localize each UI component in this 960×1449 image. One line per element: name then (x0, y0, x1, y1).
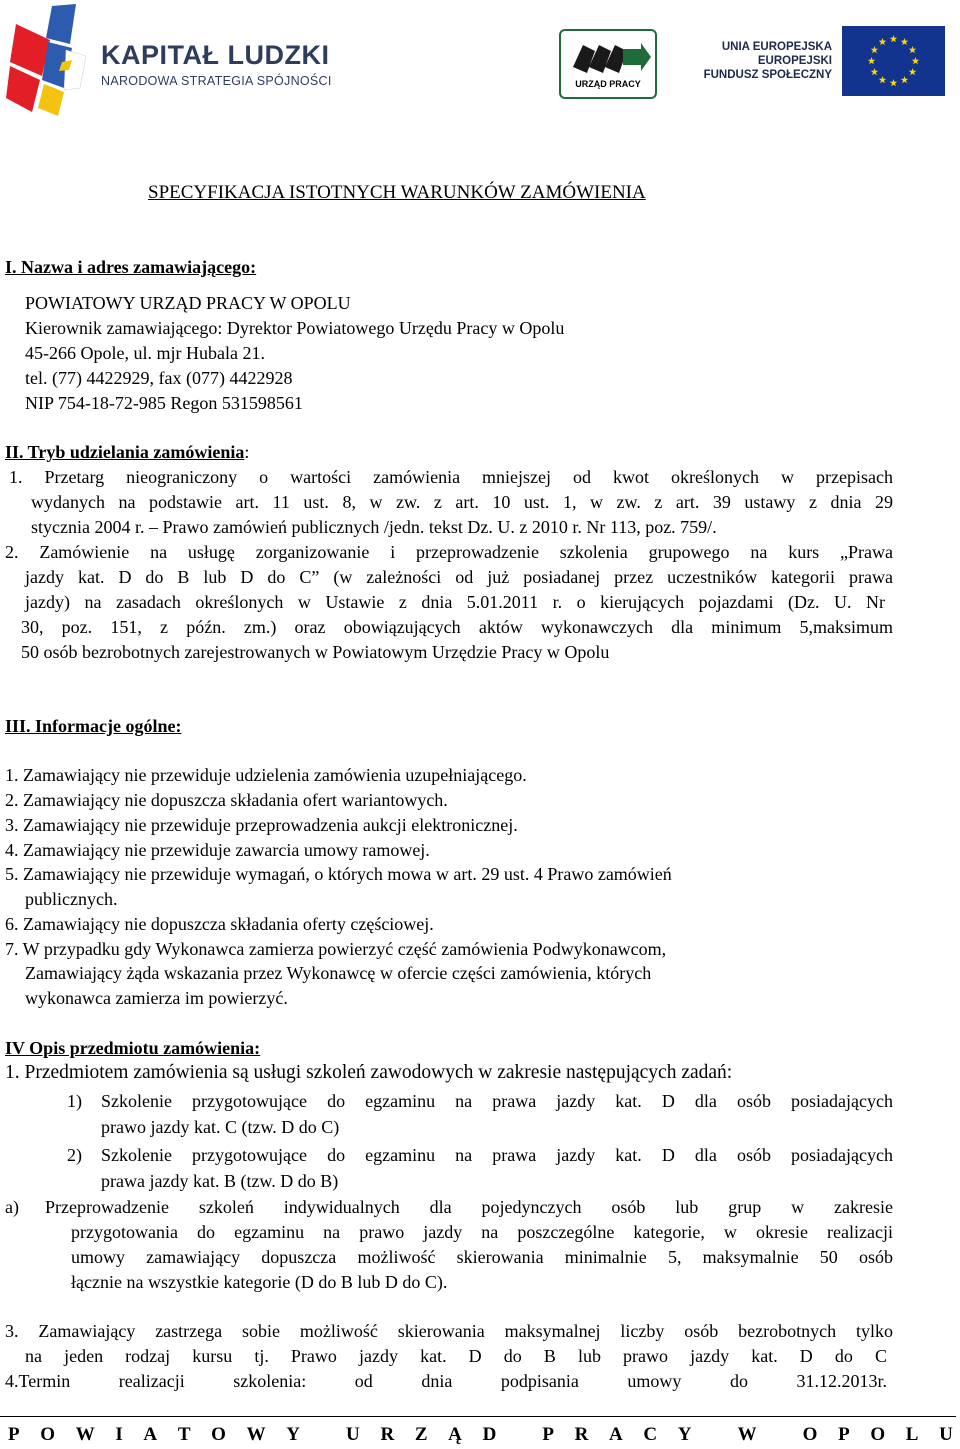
eu-text-block (676, 40, 832, 82)
point-4-line: 4.Termin realizacji szkolenia: od dnia podpisania umowy do 31.12.2013r. (5, 1371, 887, 1391)
section-1-ids: NIP 754-18-72-985 Regon 531598561 (25, 393, 303, 413)
footer-letter: D (482, 1424, 497, 1445)
footer-letter: A (143, 1424, 158, 1445)
section-2-heading (5, 440, 249, 464)
section-3-item: 4. Zamawiający nie przewiduje zawarcia umowy ramowej. (5, 840, 430, 860)
section-3-item: publicznych. (25, 889, 118, 909)
kapital-ludzki-title: KAPITAŁ LUDZKI (101, 40, 330, 70)
footer-letter: W (246, 1424, 266, 1445)
section-1-address: 45-266 Opole, ul. mjr Hubala 21. (25, 343, 265, 363)
footer-text (8, 1424, 953, 1446)
task-2-line-1: Szkolenie przygotowujące do egzaminu na prawa jazdy kat. D dla osób posiadających (101, 1145, 893, 1165)
footer-letter (712, 1424, 717, 1446)
section-3-item: 6. Zamawiający nie dopuszcza składania oferty częściowej. (5, 914, 434, 934)
section-4-intro: 1. Przedmiotem zamówienia są usługi szkoleń zawodowych w zakresie następujących zadań: (5, 1062, 733, 1083)
eu-line-1: UNIA EUROPEJSKA (721, 41, 832, 53)
footer-letter: U (346, 1424, 360, 1445)
task-2-line-2: prawa jazdy kat. B (tzw. D do B) (101, 1171, 339, 1191)
section-2-item-2-line-1: 2. Zamówienie na usługę zorganizowanie i przeprowadzenie szkolenia grupowego na kurs „Prawa (5, 542, 893, 562)
section-1-heading: I. Nazwa i adres zamawiającego: (5, 257, 257, 277)
section-3-item: wykonawca zamierza im powierzyć. (25, 988, 288, 1008)
task-1-line-1: Szkolenie przygotowujące do egzaminu na prawa jazdy kat. D dla osób posiadających (101, 1091, 893, 1111)
eu-line-2: EUROPEJSKI (757, 55, 832, 67)
section-4-heading: IV Opis przedmiotu zamówienia: (5, 1038, 261, 1058)
footer-letter: W (737, 1424, 757, 1445)
footer-letter: Y (286, 1424, 300, 1445)
section-1-org: POWIATOWY URZĄD PRACY W OPOLU (25, 293, 351, 313)
footer-letter: R (574, 1424, 589, 1445)
section-2-item-1-line-3: stycznia 2004 r. – Prawo zamówień publicznych /jedn. tekst Dz. U. z 2010 r. Nr 113, poz. 759/. (31, 517, 717, 537)
section-1-phone: tel. (77) 4422929, fax (077) 4422928 (25, 368, 293, 388)
footer-letter: O (870, 1424, 886, 1445)
point-a-label: a) (5, 1197, 19, 1217)
footer-letter: O (211, 1424, 226, 1445)
section-2-item-2-line-3: jazdy) na zasadach określonych w Ustawie z dnia 5.01.2011 r. o kierujących pojazdami (Dz. U. Nr (25, 592, 885, 612)
footer-letter: P (838, 1424, 850, 1445)
section-2-item-2-line-5: 50 osób bezrobotnych zarejestrowanych w Powiatowym Urzędzie Pracy w Opolu (21, 642, 610, 662)
section-3-item: 1. Zamawiający nie przewiduje udzielenia zamówienia uzupełniającego. (5, 765, 527, 785)
footer-letter: O (802, 1424, 818, 1445)
footer-letter: A (609, 1424, 623, 1445)
footer-letter (321, 1424, 326, 1446)
point-a-line-1: Przeprowadzenie szkoleń indywidualnych dla pojedynczych osób lub grup w zakresie (45, 1197, 893, 1217)
point-a-line-2: przygotowania do egzaminu na prawo jazdy na poszczególne kategorie, w okresie realizacji (71, 1222, 893, 1242)
footer-letter: L (905, 1424, 919, 1445)
section-3-item: 7. W przypadku gdy Wykonawca zamierza powierzyć część zamówienia Podwykonawcom, (5, 939, 667, 959)
footer-letter: Z (414, 1424, 428, 1445)
footer-letter: C (643, 1424, 658, 1445)
footer-letter: R (380, 1424, 395, 1445)
footer-letter: U (939, 1424, 953, 1445)
footer-letter: P (8, 1424, 20, 1445)
footer-rule (0, 1416, 956, 1417)
section-3-item: Zamawiający żąda wskazania przez Wykonawcę w ofercie części zamówienia, których (25, 963, 652, 983)
kapital-ludzki-logo-icon (6, 4, 98, 116)
point-a-line-3: umowy zamawiający dopuszcza możliwość skierowania minimalnie 5, maksymalnie 50 osób (71, 1247, 893, 1267)
urzad-pracy-logo (559, 29, 657, 99)
footer-letter (777, 1424, 782, 1446)
section-2-item-1-line-1: 1. Przetarg nieograniczony o wartości zamówienia mniejszej od kwot określonych w przepisach (9, 467, 893, 487)
task-1-line-2: prawo jazdy kat. C (tzw. D do C) (101, 1117, 340, 1137)
footer-letter: T (177, 1424, 191, 1445)
page-title: SPECYFIKACJA ISTOTNYCH WARUNKÓW ZAMÓWIENIA (148, 182, 646, 203)
urzad-pracy-emblem-icon (567, 37, 651, 79)
footer-letter: P (542, 1424, 554, 1445)
task-2-number: 2) (67, 1145, 82, 1165)
eu-line-3: FUNDUSZ SPOŁECZNY (703, 69, 832, 81)
section-3-item: 3. Zamawiający nie przewiduje przeprowadzenia aukcji elektronicznej. (5, 815, 518, 835)
section-3-heading: III. Informacje ogólne: (5, 716, 182, 736)
point-a-line-4: łącznie na wszystkie kategorie (D do B lub D do C). (71, 1272, 448, 1292)
section-3-item: 5. Zamawiający nie przewiduje wymagań, o których mowa w art. 29 ust. 4 Prawo zamówień (5, 864, 672, 884)
footer-letter: W (75, 1424, 95, 1445)
section-2-heading-colon: : (244, 442, 250, 462)
eu-flag-icon (842, 26, 945, 96)
footer-letter: Ą (448, 1424, 462, 1445)
section-2-item-2-line-2: jazdy kat. D do B lub D do C” (w zależności od już posiadanej przez uczestników kategorii prawa (25, 567, 893, 587)
task-1-number: 1) (67, 1091, 82, 1111)
section-2-heading-text: II. Tryb udzielania zamówienia (5, 442, 245, 462)
footer-letter (517, 1424, 522, 1446)
footer-letter: Y (677, 1424, 692, 1445)
section-2-item-1-line-2: wydanych na podstawie art. 11 ust. 8, w zw. z art. 10 ust. 1, w zw. z art. 39 ustawy z dnia 29 (31, 492, 893, 512)
urzad-pracy-label: URZĄD PRACY (575, 79, 641, 89)
section-2-item-2-line-4: 30, poz. 151, z późn. zm.) oraz obowiązujących aktów wykonawczych dla minimum 5,maksimum (21, 617, 893, 637)
footer-letter: I (115, 1424, 123, 1445)
section-1-manager: Kierownik zamawiającego: Dyrektor Powiatowego Urzędu Pracy w Opolu (25, 318, 565, 338)
point-3-line-2: na jeden rodzaj kursu tj. Prawo jazdy kat. D do B lub prawo jazdy kat. D do C (25, 1346, 887, 1366)
footer-letter: O (40, 1424, 56, 1445)
point-3-line-1: 3. Zamawiający zastrzega sobie możliwość skierowania maksymalnej liczby osób bezrobotnych tylko (5, 1321, 893, 1341)
kapital-ludzki-subtitle: NARODOWA STRATEGIA SPÓJNOŚCI (101, 74, 332, 88)
section-3-item: 2. Zamawiający nie dopuszcza składania ofert wariantowych. (5, 790, 448, 810)
